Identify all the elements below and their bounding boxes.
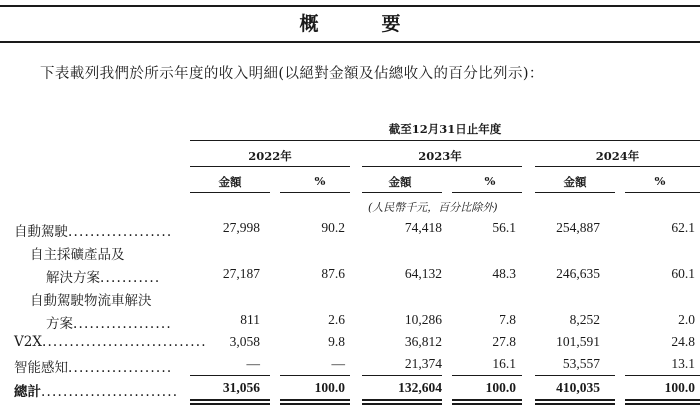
row-label-text: 智能感知: [14, 360, 68, 376]
year-2023-rule: [362, 166, 522, 167]
row-label: [46, 266, 160, 286]
col-2023-pct-rule: [452, 192, 522, 193]
cell-2023-amount: 36,812: [404, 334, 442, 349]
cell-2024-pct: 13.1: [671, 356, 695, 371]
total-double-rule-2022-pct-a: [280, 399, 350, 401]
row-label: [46, 312, 172, 332]
intro-text: 下表載列我們於所示年度的收入明細(以絕對金額及佔總收入的百分比列示)：: [40, 66, 544, 82]
total-double-rule-2024-pct-a: [625, 399, 700, 401]
cell-2024-amount: 246,635: [556, 266, 600, 281]
total-top-rule-2024-pct: [625, 375, 700, 376]
total-double-rule-2024-pct-b: [625, 403, 700, 405]
total-double-rule-2022-amount-b: [190, 403, 270, 405]
total-top-rule-2024-amount: [535, 375, 615, 376]
period-header-rule: [190, 140, 700, 141]
col-pct-2022: %: [314, 174, 326, 188]
total-top-rule-2022-pct: [280, 375, 350, 376]
cell-2022-amount: 3,058: [229, 334, 260, 349]
col-2022-amount-rule: [190, 192, 270, 193]
total-top-rule-2023-pct: [452, 375, 522, 376]
total-double-rule-2023-amount-b: [362, 403, 442, 405]
cell-2022-amount: 27,998: [222, 220, 260, 235]
cell-2022-pct: 2.6: [328, 312, 345, 327]
leader-dots: ...................: [68, 224, 173, 240]
year-2024-rule: [535, 166, 700, 167]
cell-2023-amount: 74,418: [404, 220, 442, 235]
total-top-rule-2022-amount: [190, 375, 270, 376]
cell-2023-pct: 7.8: [499, 312, 516, 327]
total-double-rule-2022-amount-a: [190, 399, 270, 401]
total-double-rule-2022-pct-b: [280, 403, 350, 405]
col-2024-pct-rule: [625, 192, 700, 193]
cell-2023-amount: 64,132: [404, 266, 442, 281]
col-pct-2024: %: [654, 174, 666, 188]
cell-2024-pct: 60.1: [671, 266, 695, 281]
cell-2022-amount: —: [246, 356, 260, 371]
cell-2023-pct: 27.8: [492, 334, 516, 349]
cell-2024-pct: 62.1: [671, 220, 695, 235]
row-label-text: 解決方案: [46, 270, 100, 286]
total-double-rule-2023-pct-a: [452, 399, 522, 401]
col-amount-2024: 金額: [563, 175, 587, 189]
cell-2022-pct: 9.8: [328, 334, 345, 349]
unit-note: (人民幣千元，百分比除外): [368, 201, 498, 214]
total-2024-pct: 100.0: [664, 380, 695, 395]
period-header: 截至12月31日止年度: [388, 122, 502, 136]
title-top-rule: [0, 5, 700, 7]
row-label-text: 方案: [46, 316, 73, 332]
row-label: [14, 334, 207, 350]
total-2024-amount: 410,035: [556, 380, 600, 395]
total-double-rule-2024-amount-b: [535, 403, 615, 405]
row-label: [14, 356, 172, 376]
col-2023-amount-rule: [362, 192, 442, 193]
cell-2024-amount: 254,887: [556, 220, 600, 235]
col-2022-pct-rule: [280, 192, 350, 193]
leader-dots: ...........: [100, 270, 161, 286]
total-double-rule-2023-amount-a: [362, 399, 442, 401]
leader-dots: ..............................: [41, 334, 207, 350]
cell-2023-amount: 21,374: [404, 356, 442, 371]
total-label-text: 總計: [14, 384, 41, 400]
col-amount-2023: 金額: [388, 175, 412, 189]
leader-dots: ...................: [68, 360, 173, 376]
cell-2023-pct: 48.3: [492, 266, 516, 281]
row-label-text: 自動駕駛: [14, 224, 68, 240]
total-2022-amount: 31,056: [222, 380, 260, 395]
cell-2022-pct: —: [331, 356, 345, 371]
cell-2023-pct: 16.1: [492, 356, 516, 371]
cell-2024-amount: 53,557: [562, 356, 600, 371]
cell-2024-pct: 2.0: [678, 312, 695, 327]
year-2022-rule: [190, 166, 350, 167]
row-label: [14, 220, 172, 240]
page-title: 概 要: [299, 13, 423, 35]
total-top-rule-2023-amount: [362, 375, 442, 376]
row-label-line1: 自主採礦產品及: [30, 247, 125, 263]
col-2024-amount-rule: [535, 192, 615, 193]
total-double-rule-2023-pct-b: [452, 403, 522, 405]
cell-2023-pct: 56.1: [492, 220, 516, 235]
leader-dots: ..................: [73, 316, 172, 332]
total-2023-pct: 100.0: [485, 380, 516, 395]
cell-2022-pct: 87.6: [321, 266, 345, 281]
cell-2024-amount: 101,591: [556, 334, 600, 349]
year-2024-header: 2024年: [595, 149, 640, 163]
cell-2024-amount: 8,252: [569, 312, 600, 327]
row-label-line1: 自動駕駛物流車解決: [30, 293, 152, 309]
row-label-text: V2X: [14, 334, 42, 350]
total-row-label: [14, 380, 178, 400]
col-amount-2022: 金額: [218, 175, 242, 189]
cell-2023-amount: 10,286: [404, 312, 442, 327]
cell-2022-amount: 811: [240, 312, 260, 327]
cell-2024-pct: 24.8: [671, 334, 695, 349]
year-2022-header: 2022年: [248, 149, 292, 163]
leader-dots: .........................: [41, 384, 179, 400]
col-pct-2023: %: [484, 174, 496, 188]
title-bottom-rule: [0, 41, 700, 43]
total-double-rule-2024-amount-a: [535, 399, 615, 401]
total-2023-amount: 132,604: [398, 380, 442, 395]
total-2022-pct: 100.0: [314, 380, 345, 395]
cell-2022-amount: 27,187: [222, 266, 260, 281]
cell-2022-pct: 90.2: [321, 220, 345, 235]
year-2023-header: 2023年: [418, 149, 462, 163]
